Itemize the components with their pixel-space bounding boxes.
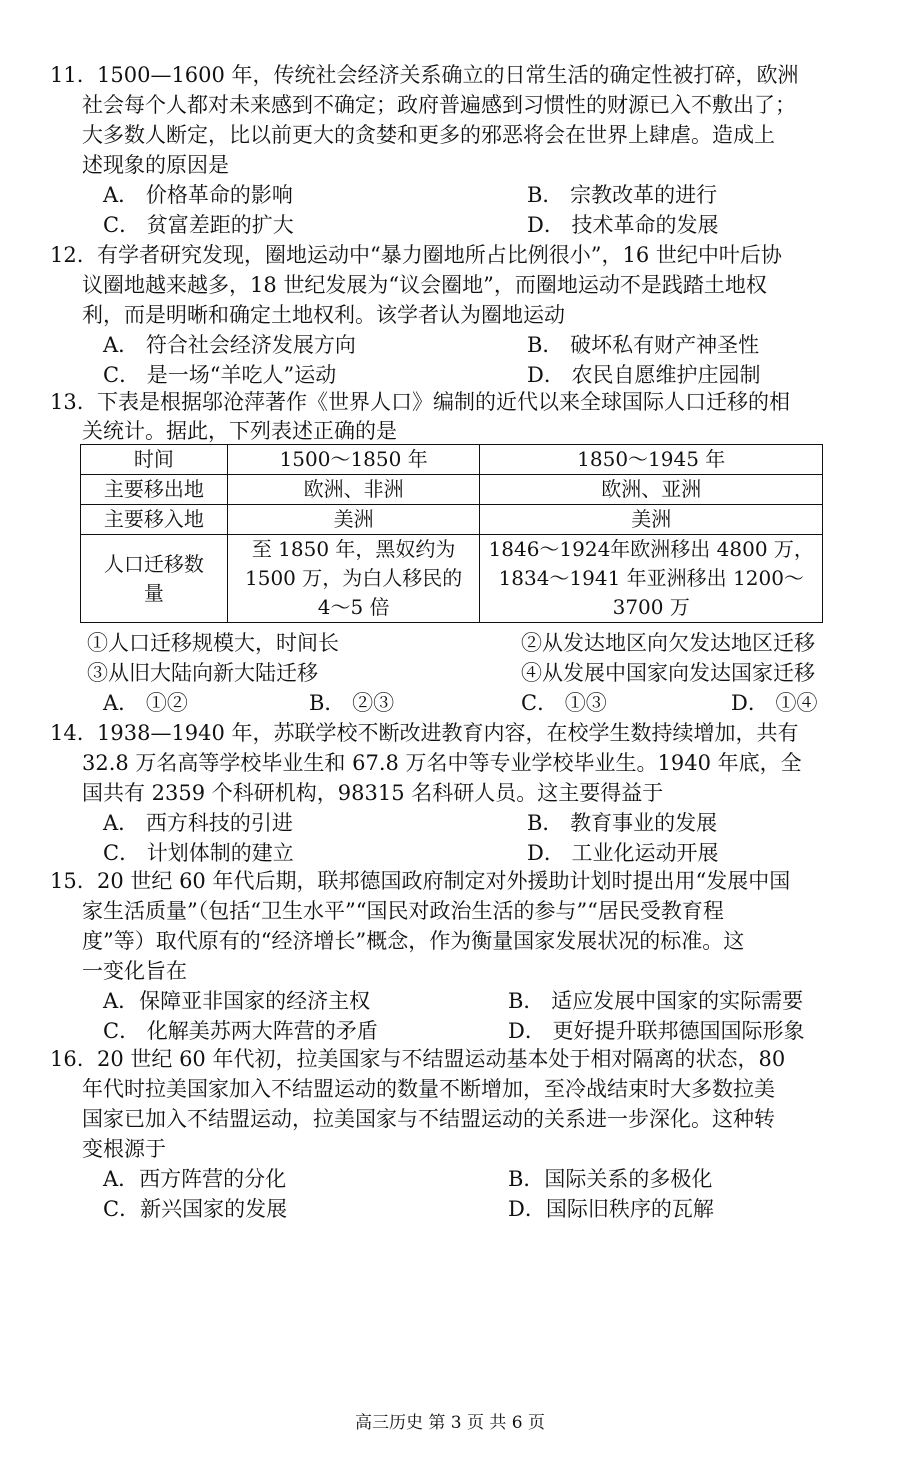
migration-table — [80, 444, 823, 623]
option-c[interactable]: C． 贫富差距的扩大 — [103, 213, 294, 237]
option-c[interactable]: C． 化解美苏两大阵营的矛盾 — [103, 1019, 378, 1043]
question-text-line: 述现象的原因是 — [82, 153, 229, 177]
question-text-line: 家生活质量”（包括“卫生水平”“国民对政治生活的参与”“居民受教育程 — [82, 899, 724, 923]
table-cell: 美洲 — [227, 505, 480, 535]
option-d[interactable]: D． 工业化运动开展 — [527, 841, 719, 865]
option-a[interactable]: A． 西方科技的引进 — [103, 811, 293, 835]
table-cell: 主要移入地 — [81, 505, 228, 535]
option-b[interactable]: B． 破坏私有财产神圣性 — [527, 333, 760, 357]
option-b[interactable]: B． 宗教改革的进行 — [527, 183, 718, 207]
question-text-line: 年代时拉美国家加入不结盟运动的数量不断增加，至冷战结束时大多数拉美 — [82, 1077, 775, 1101]
option-d[interactable]: D． 农民自愿维护庄园制 — [527, 363, 761, 387]
question-text-line: 32.8 万名高等学校毕业生和 67.8 万名中等专业学校毕业生。1940 年底，全 — [82, 751, 802, 775]
statement-1: ①人口迁移规模大，时间长 — [87, 631, 339, 655]
option-b[interactable]: B． ②③ — [309, 691, 395, 715]
option-d[interactable]: D．国际旧秩序的瓦解 — [508, 1197, 714, 1221]
table-cell — [227, 535, 480, 623]
question-text-line: 关统计。据此，下列表述正确的是 — [82, 419, 397, 443]
question-text-line: 下表是根据邬沧萍著作《世界人口》编制的近代以来全球国际人口迁移的相 — [97, 390, 790, 414]
table-cell — [480, 535, 823, 623]
table-cell: 时间 — [81, 445, 228, 475]
option-a[interactable]: A． 价格革命的影响 — [103, 183, 293, 207]
cell-line: 1834～1941 年亚洲移出 1200～ — [498, 566, 804, 590]
question-text-line: 20 世纪 60 年代初，拉美国家与不结盟运动基本处于相对隔离的状态，80 — [97, 1047, 786, 1071]
table-row — [81, 445, 823, 475]
table-cell — [81, 535, 228, 623]
question-number: 15. — [50, 869, 84, 893]
table-cell: 美洲 — [480, 505, 823, 535]
question-text-line: 议圈地越来越多，18 世纪发展为“议会圈地”，而圈地运动不是践踏土地权 — [82, 273, 767, 297]
table-row — [81, 505, 823, 535]
option-d[interactable]: D． 技术革命的发展 — [527, 213, 719, 237]
cell-line: 量 — [143, 580, 164, 605]
statement-2: ②从发达地区向欠发达地区迁移 — [521, 631, 815, 655]
option-a[interactable]: A．保障亚非国家的经济主权 — [103, 989, 371, 1013]
cell-line: 1846～1924年欧洲移出 4800 万， — [488, 537, 814, 561]
question-text-line: 1938—1940 年，苏联学校不断改进教育内容，在校学生数持续增加，共有 — [97, 721, 799, 745]
option-a[interactable]: A．西方阵营的分化 — [103, 1167, 287, 1191]
option-c[interactable]: C． 是一场“羊吃人”运动 — [103, 363, 337, 387]
question-number: 16. — [50, 1047, 84, 1071]
question-text-line: 国家已加入不结盟运动，拉美国家与不结盟运动的关系进一步深化。这种转 — [82, 1107, 775, 1131]
option-b[interactable]: B．国际关系的多极化 — [508, 1167, 713, 1191]
question-text-line: 国共有 2359 个科研机构，98315 名科研人员。这主要得益于 — [82, 781, 664, 805]
statement-4: ④从发展中国家向发达国家迁移 — [521, 661, 815, 685]
option-b[interactable]: B． 教育事业的发展 — [527, 811, 718, 835]
question-text-line: 变根源于 — [82, 1137, 166, 1161]
question-text-line: 20 世纪 60 年代后期，联邦德国政府制定对外援助计划时提出用“发展中国 — [97, 869, 791, 893]
cell-line: 人口迁移数 — [103, 551, 204, 576]
question-number: 12. — [50, 243, 84, 267]
question-text-line: 社会每个人都对未来感到不确定；政府普遍感到习惯性的财源已入不敷出了； — [82, 93, 796, 117]
statement-3: ③从旧大陆向新大陆迁移 — [87, 661, 318, 685]
cell-line: 1500 万，为白人移民的 — [245, 566, 463, 590]
question-number: 14. — [50, 721, 84, 745]
table-row — [81, 535, 823, 623]
option-c[interactable]: C．新兴国家的发展 — [103, 1197, 288, 1221]
question-text-line: 一变化旨在 — [82, 959, 187, 983]
option-c[interactable]: C． 计划体制的建立 — [103, 841, 294, 865]
question-number: 13. — [50, 390, 84, 414]
question-text-line: 大多数人断定，比以前更大的贪婪和更多的邪恶将会在世界上肆虐。造成上 — [82, 123, 775, 147]
question-text-line: 利，而是明晰和确定土地权利。该学者认为圈地运动 — [82, 303, 565, 327]
option-b[interactable]: B． 适应发展中国家的实际需要 — [508, 989, 804, 1013]
cell-line: 4～5 倍 — [317, 595, 390, 619]
cell-line: 至 1850 年，黑奴约为 — [251, 537, 456, 561]
table-cell: 欧洲、亚洲 — [480, 475, 823, 505]
question-text-line: 1500—1600 年，传统社会经济关系确立的日常生活的确定性被打碎，欧洲 — [97, 63, 799, 87]
option-a[interactable]: A． ①② — [103, 691, 188, 715]
option-a[interactable]: A． 符合社会经济发展方向 — [103, 333, 356, 357]
question-text-line: 度”等）取代原有的“经济增长”概念，作为衡量国家发展状况的标准。这 — [82, 929, 745, 953]
option-d[interactable]: D． ①④ — [731, 691, 818, 715]
option-c[interactable]: C． ①③ — [521, 691, 607, 715]
cell-line: 3700 万 — [612, 595, 690, 619]
table-cell: 欧洲、非洲 — [227, 475, 480, 505]
table-row — [81, 475, 823, 505]
table-cell: 1500～1850 年 — [227, 445, 480, 475]
page-footer: 高三历史 第 3 页 共 6 页 — [354, 1413, 546, 1433]
question-text-line: 有学者研究发现，圈地运动中“暴力圈地所占比例很小”，16 世纪中叶后协 — [97, 243, 782, 267]
option-d[interactable]: D． 更好提升联邦德国国际形象 — [508, 1019, 805, 1043]
question-number: 11. — [50, 63, 84, 87]
table-cell: 1850～1945 年 — [480, 445, 823, 475]
table-cell: 主要移出地 — [81, 475, 228, 505]
